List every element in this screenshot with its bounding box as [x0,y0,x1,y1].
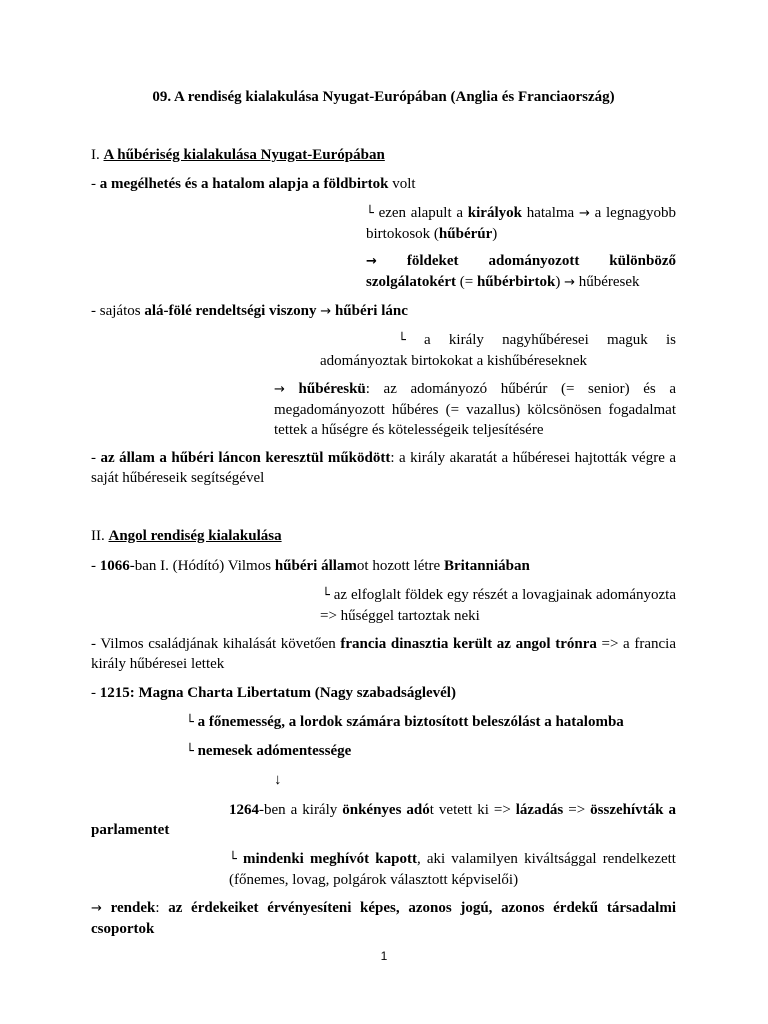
right-arrow-icon: → [578,206,590,221]
down-arrow-icon: ↓ [274,772,282,788]
paragraph: - Vilmos családjának kihalását követően francia dinasztia került az angol trónra => a francia király hűbéresei lettek [91,636,676,672]
page-title: 09. A rendiség kialakulása Nyugat-Európában (Anglia és Franciaország) [152,89,615,105]
paragraph: └ a főnemesség, a lordok számára biztosított beleszólást a hatalomba [186,714,624,730]
paragraph: - sajátos alá-fölé rendeltségi viszony → hűbéri lánc [91,303,408,319]
paragraph: └ ezen alapult a királyok hatalma → a legnagyobb birtokosok (hűbérúr) [366,205,676,242]
section-1-number: I. [91,147,104,163]
paragraph: → hűbéreskü: az adományozó hűbérúr (= senior) és a megadományozott hűbéres (= vazallus) kölcsönösen fogadalmat tettek a hűségre és kötelességeik teljesítésére [274,381,676,438]
section-1-heading [91,145,676,165]
corner-arrow-icon: └ [366,206,374,221]
section-2-title: Angol rendiség kialakulása [108,528,282,544]
paragraph: └ az elfoglalt földek egy részét a lovagjainak adományozta => hűséggel tartoztak neki [320,587,676,624]
paragraph: → földeket adományozott különböző szolgálatokért (= hűbérbirtok) → hűbéresek [366,253,676,290]
paragraph: └ a király nagyhűbéresei maguk is adományoztak birtokokat a kishűbéreseknek [320,332,676,369]
right-arrow-icon: → [91,901,102,916]
paragraph: 1264-ben a király önkényes adót vetett ki => lázadás => összehívták a parlamentet [91,802,676,838]
corner-arrow-icon: └ [186,715,194,730]
paragraph: - 1066-ban I. (Hódító) Vilmos hűbéri államot hozott létre Britanniában [91,558,530,574]
paragraph: └ mindenki meghívót kapott, aki valamilyen kiváltsággal rendelkezett (főnemes, lovag, polgárok választott képviselői) [229,851,676,888]
right-arrow-icon: → [274,382,285,397]
section-1-title: A hűbériség kialakulása Nyugat-Európában [103,147,385,163]
section-2-heading [91,526,676,546]
paragraph: - a megélhetés és a hatalom alapja a földbirtok volt [91,176,416,192]
corner-arrow-icon: └ [398,333,406,348]
right-arrow-icon: → [564,275,575,290]
corner-arrow-icon: └ [322,588,330,603]
section-2-number: II. [91,528,109,544]
paragraph: - az állam a hűbéri láncon keresztül működött: a király akaratát a hűbéresei hajtották végre a saját hűbéreseik segítségével [91,450,676,486]
right-arrow-icon: → [366,254,377,269]
paragraph: - 1215: Magna Charta Libertatum (Nagy szabadságlevél) [91,685,456,701]
paragraph: → rendek: az érdekeiket érvényesíteni képes, azonos jogú, azonos érdekű társadalmi csoportok [91,900,677,937]
corner-arrow-icon: └ [229,852,237,867]
paragraph: └ nemesek adómentessége [186,743,352,759]
corner-arrow-icon: └ [186,744,194,759]
page-number: 1 [380,949,388,963]
right-arrow-icon: → [320,304,332,319]
